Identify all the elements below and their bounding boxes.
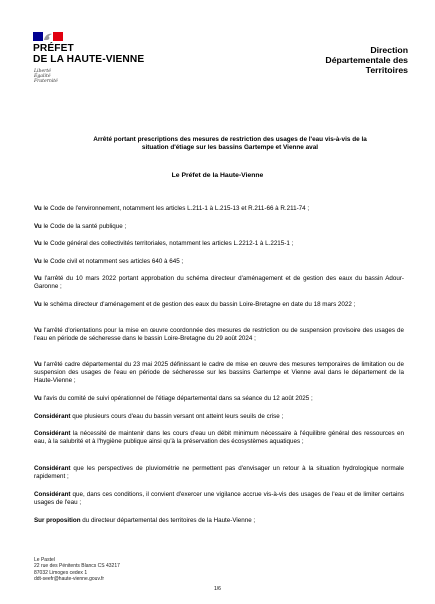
paragraph-text: l'arrêté cadre départemental du 23 mai 2025 définissant le cadre de mise en œuvre des mesures temporaires de limitation ou de suspension des usages de l'eau en période de sécheresse sur les bassins Gartempe et Vienne aval dans le département de la Haute-Vienne ; [34,361,404,385]
motto-egalite: Égalité [34,74,51,80]
footer-street: 22 rue des Pénitents Blancs CS 43217 [34,563,120,570]
paragraph-lead: Considérant [34,491,71,498]
paragraph-lead: Sur proposition [34,517,81,524]
paragraph-lead: Considérant [34,413,71,420]
paragraph-text: que les perspectives de pluviométrie ne permettent pas d'envisager un retour à la situation hydrologique normale rapidement ; [34,465,404,481]
arrete-title-line-1: Arrêté portant prescriptions des mesures de restriction des usages de l'eau vis-à-vis de la [93,136,367,143]
paragraph-vu-code-environnement [34,205,404,213]
republic-motto [34,69,58,85]
logo-line-2: DE LA HAUTE-VIENNE [33,53,145,65]
paragraph-lead: Vu [34,258,42,265]
paragraph-lead: Vu [34,361,42,368]
paragraph-text: que, dans ces conditions, il convient d'exercer une vigilance accrue vis-à-vis des usages de l'eau et de limiter certains usages de l'eau ; [34,491,404,507]
paragraph-lead: Considérant [34,465,71,472]
paragraph-vu-arrete-orientations [34,327,404,343]
prefet-heading: Le Préfet de la Haute-Vienne [171,172,264,179]
paragraph-vu-code-sante [34,223,404,231]
logo-line-1: PRÉFET [33,43,74,54]
footer-city: 87032 Limoges cedex 1 [34,569,88,576]
paragraph-text: le Code de la santé publique ; [41,223,127,230]
issuing-direction [268,45,408,76]
paragraph-considerant-debit-minimum [34,430,404,446]
paragraph-text: du directeur départemental des territoires de la Haute-Vienne ; [80,517,256,524]
paragraph-vu-cgct [34,240,404,248]
footer-building: Le Pastel [34,557,55,563]
page-number: 1/6 [214,586,221,592]
paragraph-lead: Vu [34,223,42,230]
paragraph-vu-sdage-loire-bretagne [34,301,404,309]
footer-address [34,557,120,582]
paragraph-lead: Vu [34,240,42,247]
paragraph-text: le Code de l'environnement, notamment les articles L.211-1 à L.215-13 et R.211-66 à R.211-74 ; [41,205,310,212]
paragraph-lead: Vu [34,327,42,334]
paragraph-considerant-vigilance [34,491,404,507]
arrete-title-line-2: situation d'étiage sur les bassins Gartempe et Vienne aval [141,144,319,152]
paragraph-text: que plusieurs cours d'eau du bassin versant ont atteint leurs seuils de crise ; [70,413,284,420]
paragraph-text: le schéma directeur d'aménagement et de gestion des eaux du bassin Loire-Bretagne en date du 18 mars 2022 ; [41,301,356,308]
paragraph-vu-arrete-cadre [34,361,404,385]
paragraph-sur-proposition [34,517,404,525]
paragraph-text: le Code général des collectivités territoriales, notamment les articles L.2212-1 à L.2215-1 ; [41,240,294,247]
direction-line-3: Territoires [365,65,408,76]
paragraph-lead: Vu [34,275,42,282]
marianne-flag-icon [33,32,63,41]
paragraph-lead: Vu [34,301,42,308]
motto-liberte: Liberté [34,69,51,74]
paragraph-text: le Code civil et notamment ses articles 640 à 645 ; [41,258,184,265]
paragraph-considerant-seuils-crise [34,413,404,421]
direction-line-1: Direction [370,45,408,55]
paragraph-vu-code-civil [34,258,404,266]
paragraph-lead: Vu [34,395,42,402]
paragraph-vu-avis-comite [34,395,404,403]
footer-email: ddt-seefr@haute-vienne.gouv.fr [34,575,105,582]
paragraph-lead: Considérant [34,430,71,437]
paragraph-considerant-pluviometrie [34,465,404,481]
paragraph-text: l'avis du comité de suivi opérationnel de l'étiage départemental dans sa séance du 12 août 2025 ; [41,395,313,402]
direction-line-2: Départementale des [325,55,408,66]
paragraph-text: la nécessité de maintenir dans les cours d'eau un débit minimum nécessaire à l'équilibre général des ressources en eau, à la salubrité et à l'hygiène publique ainsi qu'à la préservation des écosystèmes aquatiques ; [34,430,404,446]
paragraph-vu-sdage-adour-garonne [34,275,404,291]
paragraph-lead: Vu [34,205,42,212]
prefet-logo-text [33,44,144,65]
paragraph-text: l'arrêté du 10 mars 2022 portant approbation du schéma directeur d'aménagement et de gestion des eaux du bassin Adour-Garonne ; [34,275,404,291]
arrete-title [55,136,405,153]
motto-fraternite: Fraternité [34,79,58,85]
paragraph-text: l'arrêté d'orientations pour la mise en œuvre coordonnée des mesures de restriction ou de suspension provisoire des usages de l'eau en période de sécheresse dans le bassin Loire-Bretagne du 29 août 2024 ; [34,327,404,343]
